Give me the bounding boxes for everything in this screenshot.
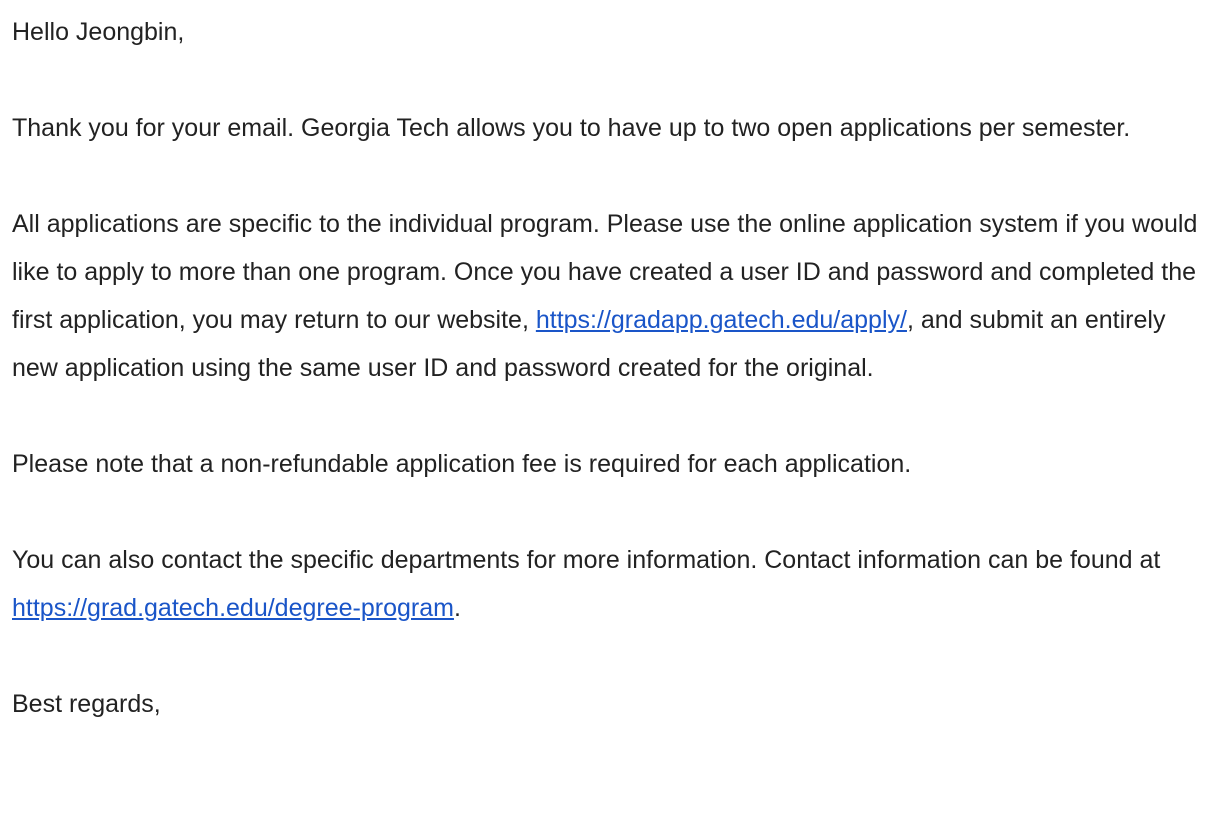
- paragraph-applications-limit: Thank you for your email. Georgia Tech allows you to have up to two open applications per semester.: [12, 114, 1131, 142]
- greeting: Hello Jeongbin,: [12, 18, 185, 46]
- spacer: [12, 392, 1210, 440]
- spacer: [12, 632, 1210, 680]
- gradapp-apply-link[interactable]: https://gradapp.gatech.edu/apply/: [535, 306, 907, 334]
- paragraph-text: All applications are specific to the individual program. Please use the online application system if you would like to apply to more than one program. Once you have created a user ID and password and completed the first application, you may return to our website,: [12, 210, 1198, 334]
- email-body: [12, 8, 1210, 728]
- spacer: [12, 56, 1210, 104]
- paragraph-text: .: [453, 594, 461, 622]
- degree-program-link[interactable]: https://grad.gatech.edu/degree-program: [12, 594, 454, 622]
- spacer: [12, 488, 1210, 536]
- paragraph-text: You can also contact the specific departments for more information. Contact information can be found at: [12, 546, 1161, 574]
- paragraph-fee-note: Please note that a non-refundable application fee is required for each application.: [12, 450, 912, 478]
- paragraph-apply-instructions: [12, 200, 1210, 392]
- spacer: [12, 152, 1210, 200]
- closing: Best regards,: [12, 690, 161, 718]
- paragraph-text: , and submit an entirely new application using the same user ID and password created for the original.: [12, 306, 1166, 382]
- paragraph-contact-info: [12, 536, 1210, 632]
